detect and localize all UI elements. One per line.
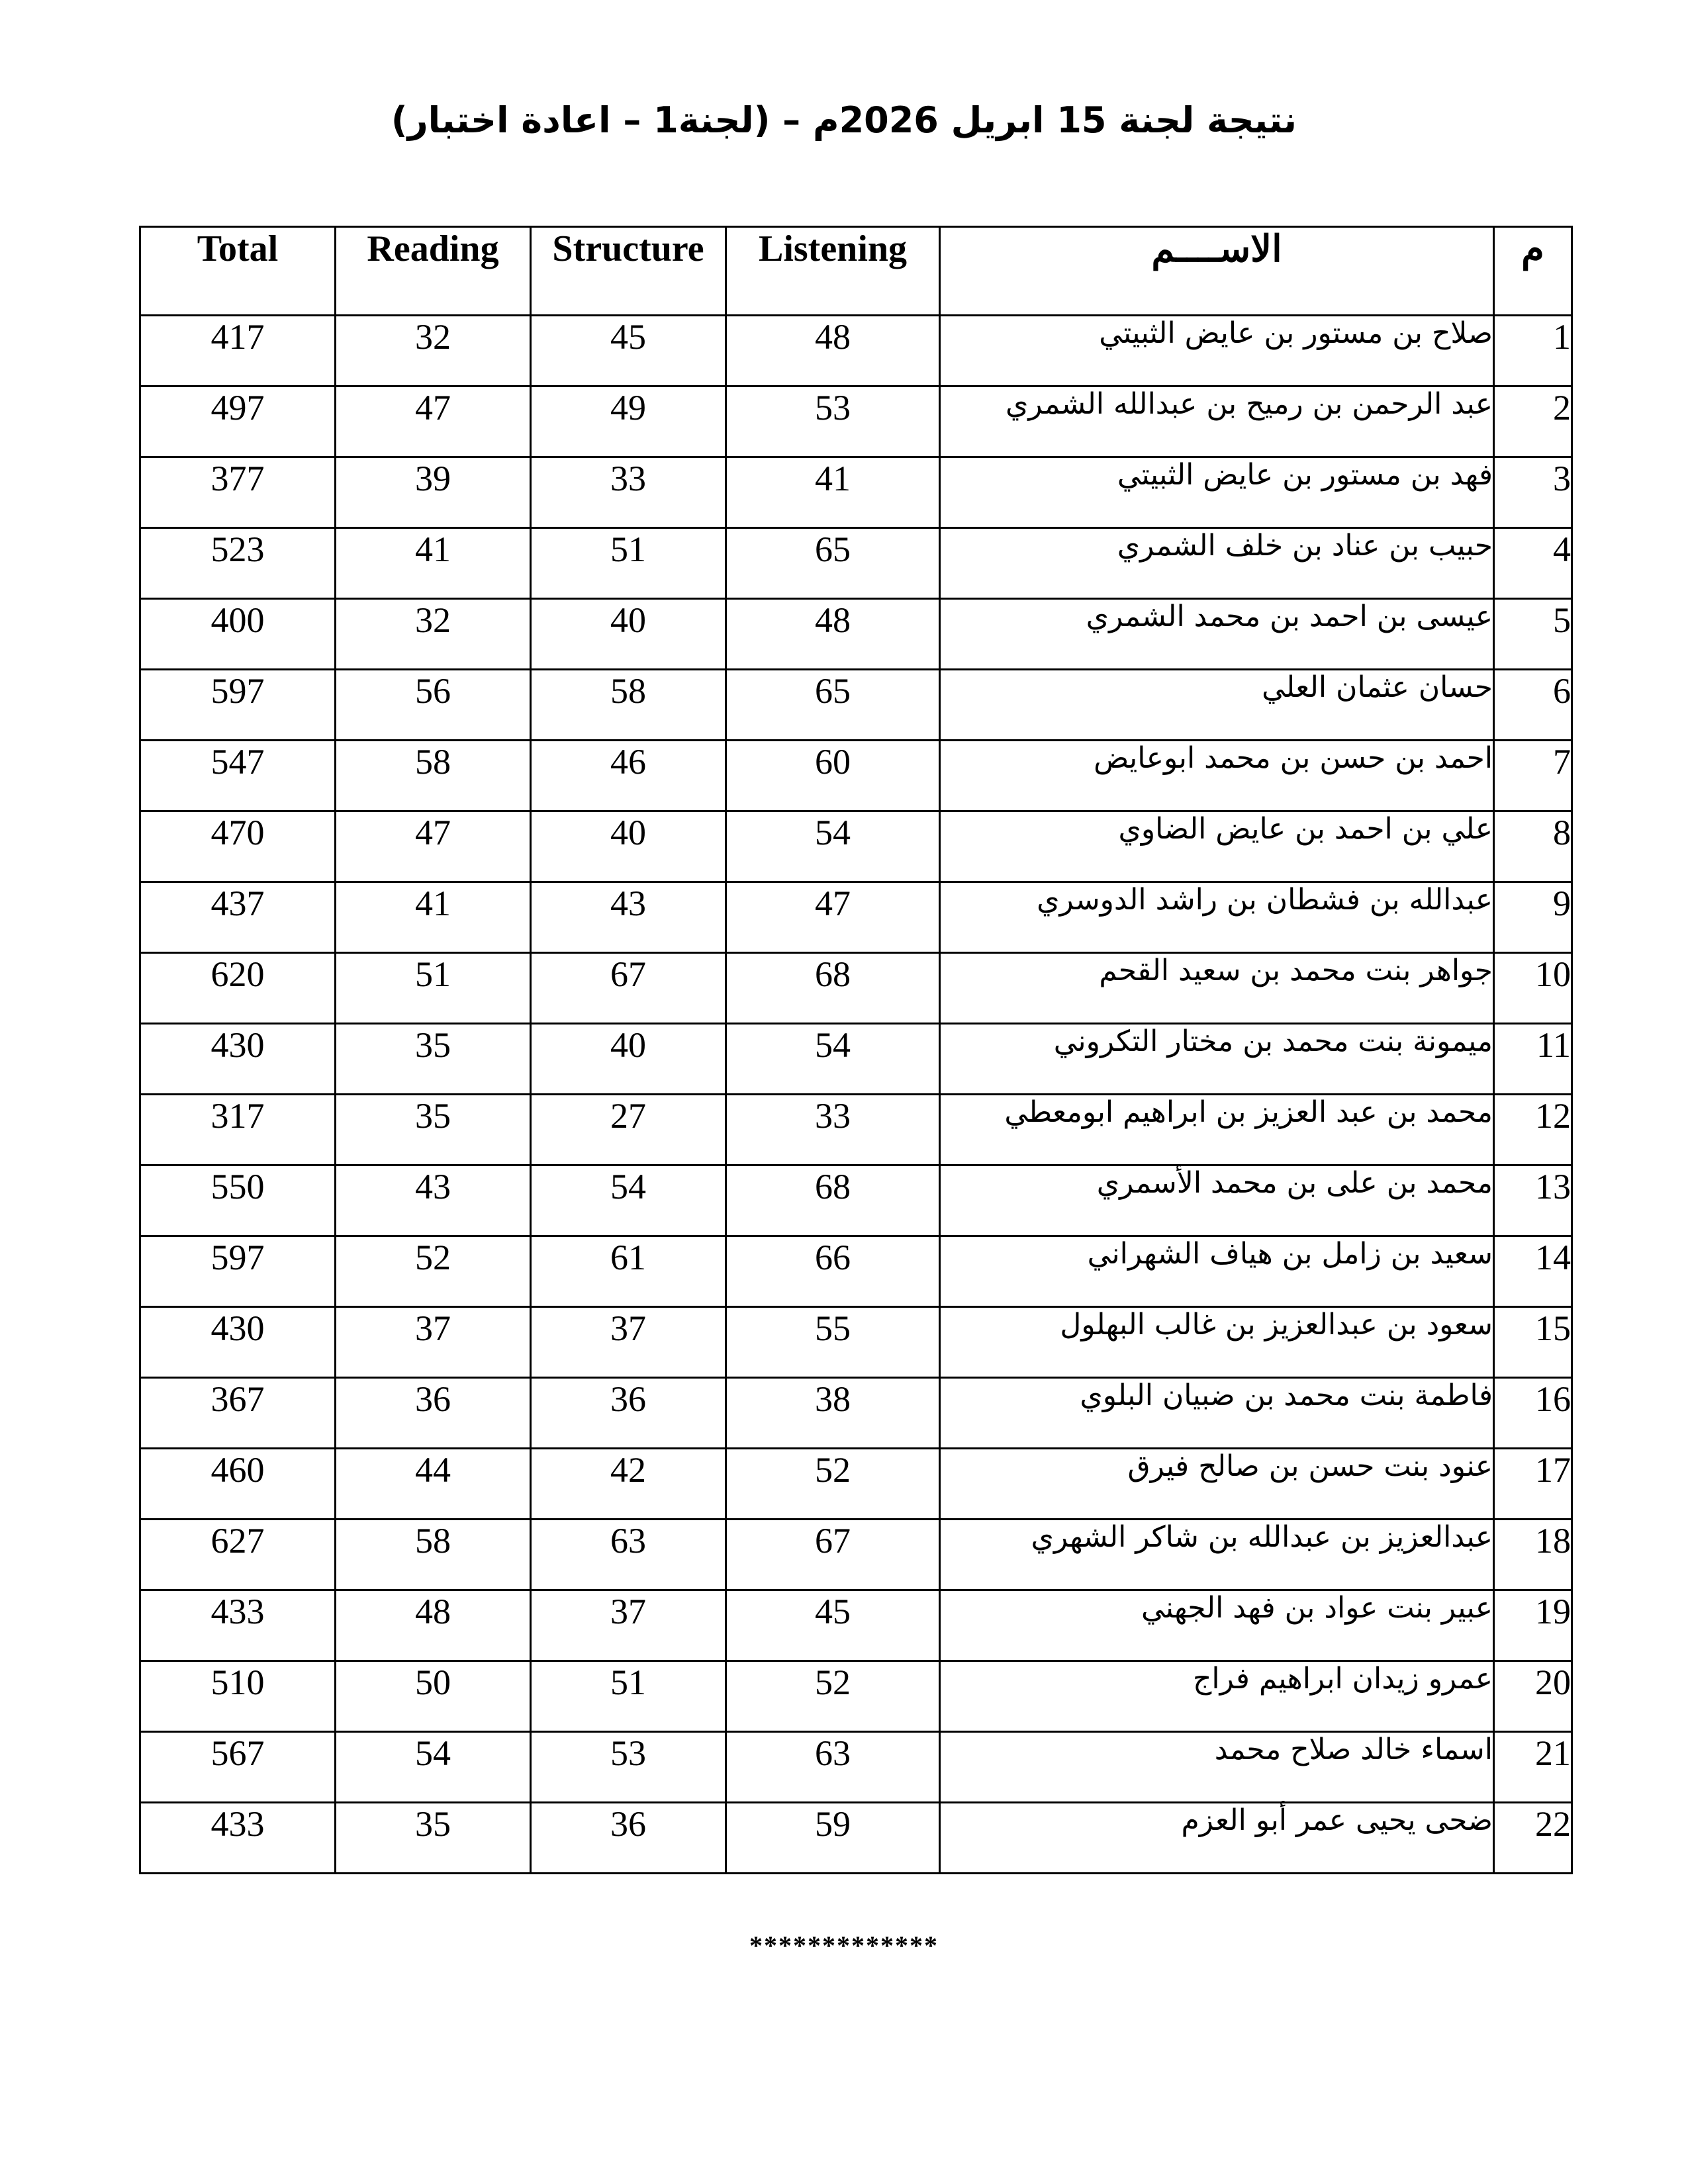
- cell-listening: 53: [726, 387, 940, 457]
- cell-structure: 42: [531, 1449, 726, 1520]
- table-row: [140, 741, 1572, 811]
- table-row: [140, 1590, 1572, 1661]
- cell-index: 22: [1494, 1803, 1572, 1874]
- table-row: [140, 1378, 1572, 1449]
- cell-index: 5: [1494, 599, 1572, 670]
- table-row: [140, 1095, 1572, 1165]
- cell-index: 12: [1494, 1095, 1572, 1165]
- cell-listening: 59: [726, 1803, 940, 1874]
- cell-name: عيسى بن احمد بن محمد الشمري: [940, 599, 1494, 670]
- cell-listening: 68: [726, 953, 940, 1024]
- cell-index: 8: [1494, 811, 1572, 882]
- cell-listening: 65: [726, 528, 940, 599]
- cell-name: احمد بن حسن بن محمد ابوعايض: [940, 741, 1494, 811]
- table-body: [140, 316, 1572, 1874]
- cell-listening: 47: [726, 882, 940, 953]
- cell-reading: 32: [336, 599, 531, 670]
- cell-structure: 51: [531, 1661, 726, 1732]
- cell-reading: 43: [336, 1165, 531, 1236]
- cell-structure: 46: [531, 741, 726, 811]
- cell-reading: 35: [336, 1024, 531, 1095]
- cell-structure: 40: [531, 1024, 726, 1095]
- cell-total: 433: [140, 1590, 336, 1661]
- cell-listening: 38: [726, 1378, 940, 1449]
- table-row: [140, 1024, 1572, 1095]
- cell-reading: 54: [336, 1732, 531, 1803]
- cell-total: 567: [140, 1732, 336, 1803]
- cell-index: 14: [1494, 1236, 1572, 1307]
- table-row: [140, 882, 1572, 953]
- table-row: [140, 811, 1572, 882]
- cell-reading: 37: [336, 1307, 531, 1378]
- table-row: [140, 953, 1572, 1024]
- cell-total: 620: [140, 953, 336, 1024]
- cell-index: 21: [1494, 1732, 1572, 1803]
- table-row: [140, 457, 1572, 528]
- cell-reading: 52: [336, 1236, 531, 1307]
- cell-structure: 43: [531, 882, 726, 953]
- cell-index: 18: [1494, 1520, 1572, 1590]
- cell-total: 470: [140, 811, 336, 882]
- table-row: [140, 1165, 1572, 1236]
- table-row: [140, 1803, 1572, 1874]
- cell-structure: 36: [531, 1378, 726, 1449]
- header-total: Total: [140, 227, 336, 316]
- header-index: م: [1494, 227, 1572, 316]
- cell-name: عبدالعزيز بن عبدالله بن شاكر الشهري: [940, 1520, 1494, 1590]
- table-row: [140, 599, 1572, 670]
- cell-structure: 27: [531, 1095, 726, 1165]
- cell-reading: 32: [336, 316, 531, 387]
- cell-index: 7: [1494, 741, 1572, 811]
- cell-index: 17: [1494, 1449, 1572, 1520]
- cell-reading: 47: [336, 811, 531, 882]
- cell-listening: 67: [726, 1520, 940, 1590]
- cell-name: عمرو زيدان ابراهيم فراج: [940, 1661, 1494, 1732]
- cell-structure: 40: [531, 599, 726, 670]
- cell-structure: 37: [531, 1590, 726, 1661]
- cell-total: 430: [140, 1307, 336, 1378]
- cell-listening: 41: [726, 457, 940, 528]
- cell-listening: 66: [726, 1236, 940, 1307]
- cell-name: ميمونة بنت محمد بن مختار التكروني: [940, 1024, 1494, 1095]
- cell-index: 6: [1494, 670, 1572, 741]
- cell-index: 20: [1494, 1661, 1572, 1732]
- header-listening: Listening: [726, 227, 940, 316]
- cell-reading: 47: [336, 387, 531, 457]
- cell-total: 460: [140, 1449, 336, 1520]
- cell-reading: 48: [336, 1590, 531, 1661]
- cell-structure: 37: [531, 1307, 726, 1378]
- cell-reading: 51: [336, 953, 531, 1024]
- cell-reading: 36: [336, 1378, 531, 1449]
- table-row: [140, 387, 1572, 457]
- cell-index: 10: [1494, 953, 1572, 1024]
- table-row: [140, 670, 1572, 741]
- table-row: [140, 528, 1572, 599]
- cell-total: 400: [140, 599, 336, 670]
- document-title: نتيجة لجنة 15 ابريل 2026م – (لجنة1 – اعادة اختبار): [391, 99, 1297, 141]
- cell-name: علي بن احمد بن عايض الضاوي: [940, 811, 1494, 882]
- cell-name: عبدالله بن فشطان بن راشد الدوسري: [940, 882, 1494, 953]
- cell-structure: 45: [531, 316, 726, 387]
- table-row: [140, 1520, 1572, 1590]
- cell-index: 16: [1494, 1378, 1572, 1449]
- cell-index: 2: [1494, 387, 1572, 457]
- cell-name: عبد الرحمن بن رميح بن عبدالله الشمري: [940, 387, 1494, 457]
- cell-listening: 65: [726, 670, 940, 741]
- cell-structure: 36: [531, 1803, 726, 1874]
- cell-total: 523: [140, 528, 336, 599]
- table-row: [140, 1732, 1572, 1803]
- cell-listening: 54: [726, 1024, 940, 1095]
- table-row: [140, 1661, 1572, 1732]
- cell-structure: 51: [531, 528, 726, 599]
- cell-reading: 58: [336, 741, 531, 811]
- cell-structure: 49: [531, 387, 726, 457]
- cell-structure: 54: [531, 1165, 726, 1236]
- cell-name: سعود بن عبدالعزيز بن غالب البهلول: [940, 1307, 1494, 1378]
- cell-index: 4: [1494, 528, 1572, 599]
- footer-separator: *************: [749, 1931, 939, 1960]
- cell-index: 11: [1494, 1024, 1572, 1095]
- table-row: [140, 316, 1572, 387]
- cell-name: حسان عثمان العلي: [940, 670, 1494, 741]
- cell-listening: 52: [726, 1449, 940, 1520]
- cell-structure: 67: [531, 953, 726, 1024]
- cell-reading: 35: [336, 1803, 531, 1874]
- cell-total: 497: [140, 387, 336, 457]
- cell-total: 367: [140, 1378, 336, 1449]
- cell-listening: 55: [726, 1307, 940, 1378]
- cell-index: 3: [1494, 457, 1572, 528]
- cell-name: ضحى يحيى عمر أبو العزم: [940, 1803, 1494, 1874]
- cell-total: 377: [140, 457, 336, 528]
- cell-name: محمد بن عبد العزيز بن ابراهيم ابومعطي: [940, 1095, 1494, 1165]
- cell-reading: 41: [336, 882, 531, 953]
- cell-name: فهد بن مستور بن عايض الثبيتي: [940, 457, 1494, 528]
- cell-total: 430: [140, 1024, 336, 1095]
- header-structure: Structure: [531, 227, 726, 316]
- cell-name: محمد بن على بن محمد الأسمري: [940, 1165, 1494, 1236]
- cell-index: 15: [1494, 1307, 1572, 1378]
- cell-reading: 58: [336, 1520, 531, 1590]
- cell-index: 19: [1494, 1590, 1572, 1661]
- header-reading: Reading: [336, 227, 531, 316]
- cell-listening: 48: [726, 599, 940, 670]
- cell-reading: 44: [336, 1449, 531, 1520]
- cell-index: 13: [1494, 1165, 1572, 1236]
- cell-listening: 45: [726, 1590, 940, 1661]
- cell-structure: 53: [531, 1732, 726, 1803]
- cell-listening: 60: [726, 741, 940, 811]
- cell-total: 433: [140, 1803, 336, 1874]
- cell-name: فاطمة بنت محمد بن ضبيان البلوي: [940, 1378, 1494, 1449]
- cell-total: 597: [140, 670, 336, 741]
- cell-structure: 61: [531, 1236, 726, 1307]
- table-row: [140, 1307, 1572, 1378]
- header-name: الاســــم: [940, 227, 1494, 316]
- cell-total: 597: [140, 1236, 336, 1307]
- results-table: [139, 226, 1573, 1874]
- cell-structure: 63: [531, 1520, 726, 1590]
- cell-total: 547: [140, 741, 336, 811]
- cell-name: حبيب بن عناد بن خلف الشمري: [940, 528, 1494, 599]
- cell-reading: 35: [336, 1095, 531, 1165]
- cell-name: سعيد بن زامل بن هياف الشهراني: [940, 1236, 1494, 1307]
- table-header-row: [140, 227, 1572, 316]
- cell-reading: 41: [336, 528, 531, 599]
- cell-total: 550: [140, 1165, 336, 1236]
- cell-total: 627: [140, 1520, 336, 1590]
- cell-total: 417: [140, 316, 336, 387]
- cell-total: 510: [140, 1661, 336, 1732]
- cell-index: 9: [1494, 882, 1572, 953]
- cell-reading: 56: [336, 670, 531, 741]
- table-row: [140, 1236, 1572, 1307]
- cell-name: صلاح بن مستور بن عايض الثبيتي: [940, 316, 1494, 387]
- cell-listening: 68: [726, 1165, 940, 1236]
- cell-reading: 39: [336, 457, 531, 528]
- cell-listening: 48: [726, 316, 940, 387]
- cell-name: اسماء خالد صلاح محمد: [940, 1732, 1494, 1803]
- cell-listening: 52: [726, 1661, 940, 1732]
- cell-total: 317: [140, 1095, 336, 1165]
- cell-name: جواهر بنت محمد بن سعيد القحم: [940, 953, 1494, 1024]
- cell-name: عبير بنت عواد بن فهد الجهني: [940, 1590, 1494, 1661]
- cell-listening: 63: [726, 1732, 940, 1803]
- cell-index: 1: [1494, 316, 1572, 387]
- cell-name: عنود بنت حسن بن صالح فيرق: [940, 1449, 1494, 1520]
- cell-listening: 54: [726, 811, 940, 882]
- cell-structure: 58: [531, 670, 726, 741]
- cell-total: 437: [140, 882, 336, 953]
- table-row: [140, 1449, 1572, 1520]
- cell-listening: 33: [726, 1095, 940, 1165]
- cell-structure: 40: [531, 811, 726, 882]
- cell-reading: 50: [336, 1661, 531, 1732]
- cell-structure: 33: [531, 457, 726, 528]
